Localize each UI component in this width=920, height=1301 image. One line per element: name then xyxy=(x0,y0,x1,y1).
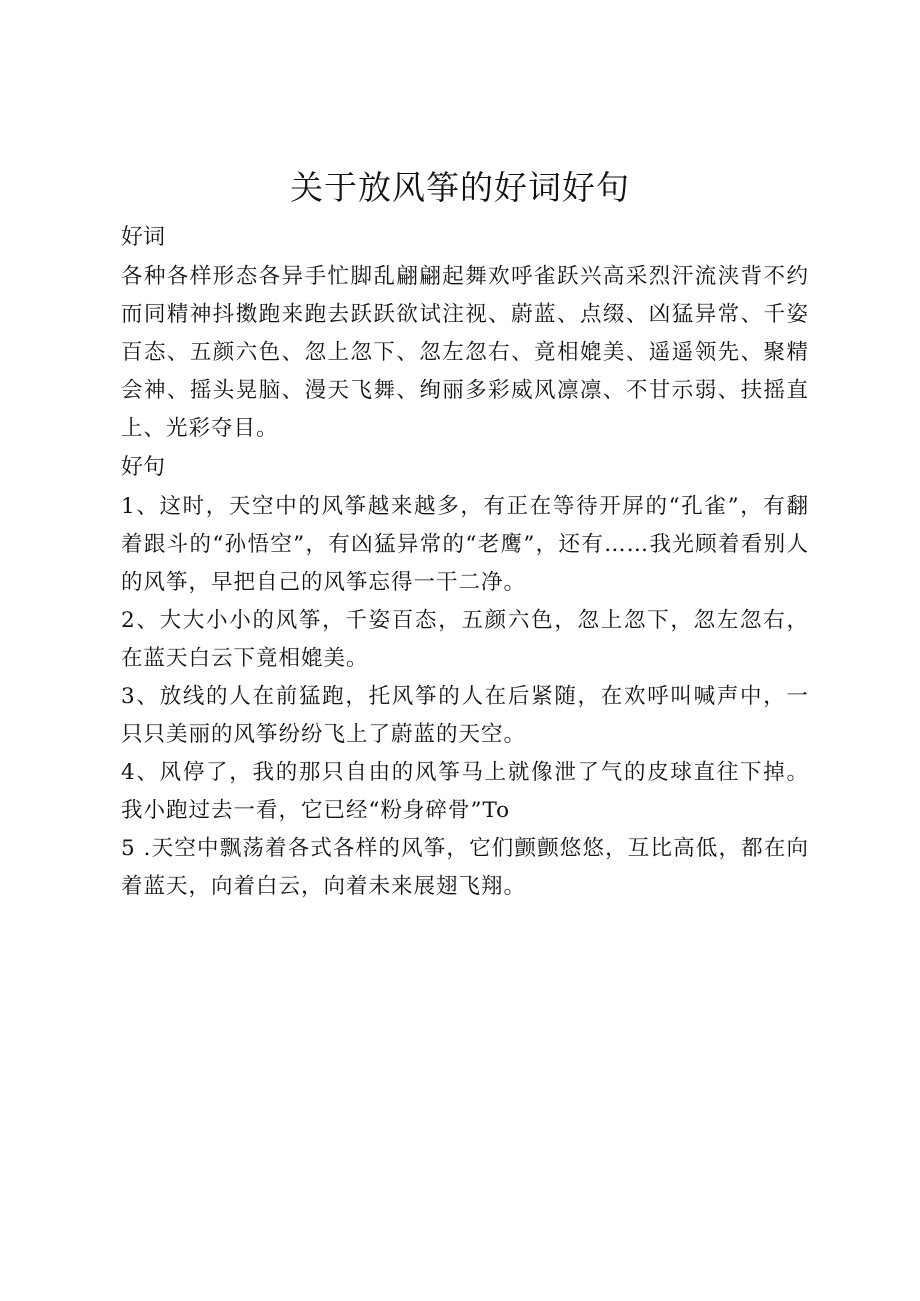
sentence-item-5: 5 .天空中飘荡着各式各样的风筝，它们颤颤悠悠，互比高低，都在向着蓝天，向着白云，向着未来展翅飞翔。 xyxy=(121,836,809,899)
sentence-item-2: 2、大大小小的风筝，千姿百态，五颜六色，忽上忽下，忽左忽右，在蓝天白云下竟相媲美。 xyxy=(121,608,809,671)
sentence-item-4: 4、风停了，我的那只自由的风筝马上就像泄了气的皮球直往下掉。我小跑过去一看，它已经“粉身碎骨”To xyxy=(121,760,809,823)
page-title: 关于放风筝的好词好句 xyxy=(290,168,630,207)
sentence-item-3: 3、放线的人在前猛跑，托风筝的人在后紧随，在欢呼叫喊声中，一只只美丽的风筝纷纷飞上了蔚蓝的天空。 xyxy=(121,684,809,747)
words-heading: 好词 xyxy=(121,225,166,250)
words-paragraph: 各种各样形态各异手忙脚乱翩翩起舞欢呼雀跃兴高采烈汗流浃背不约而同精神抖擞跑来跑去跃跃欲试注视、蔚蓝、点缀、凶猛异常、千姿百态、五颜六色、忽上忽下、忽左忽右、竟相媲美、遥遥领先、聚精会神、摇头晃脑、漫天飞舞、绚丽多彩威风凛凛、不甘示弱、扶摇直上、光彩夺目。 xyxy=(121,264,809,441)
sentence-item-1: 1、这时，天空中的风筝越来越多，有正在等待开屏的“孔雀”，有翻着跟斗的“孙悟空”，有凶猛异常的“老鹰”，还有……我光顾着看别人的风筝，早把自己的风筝忘得一干二净。 xyxy=(121,494,809,595)
sentences-heading: 好句 xyxy=(121,455,166,480)
document-body xyxy=(121,220,809,906)
